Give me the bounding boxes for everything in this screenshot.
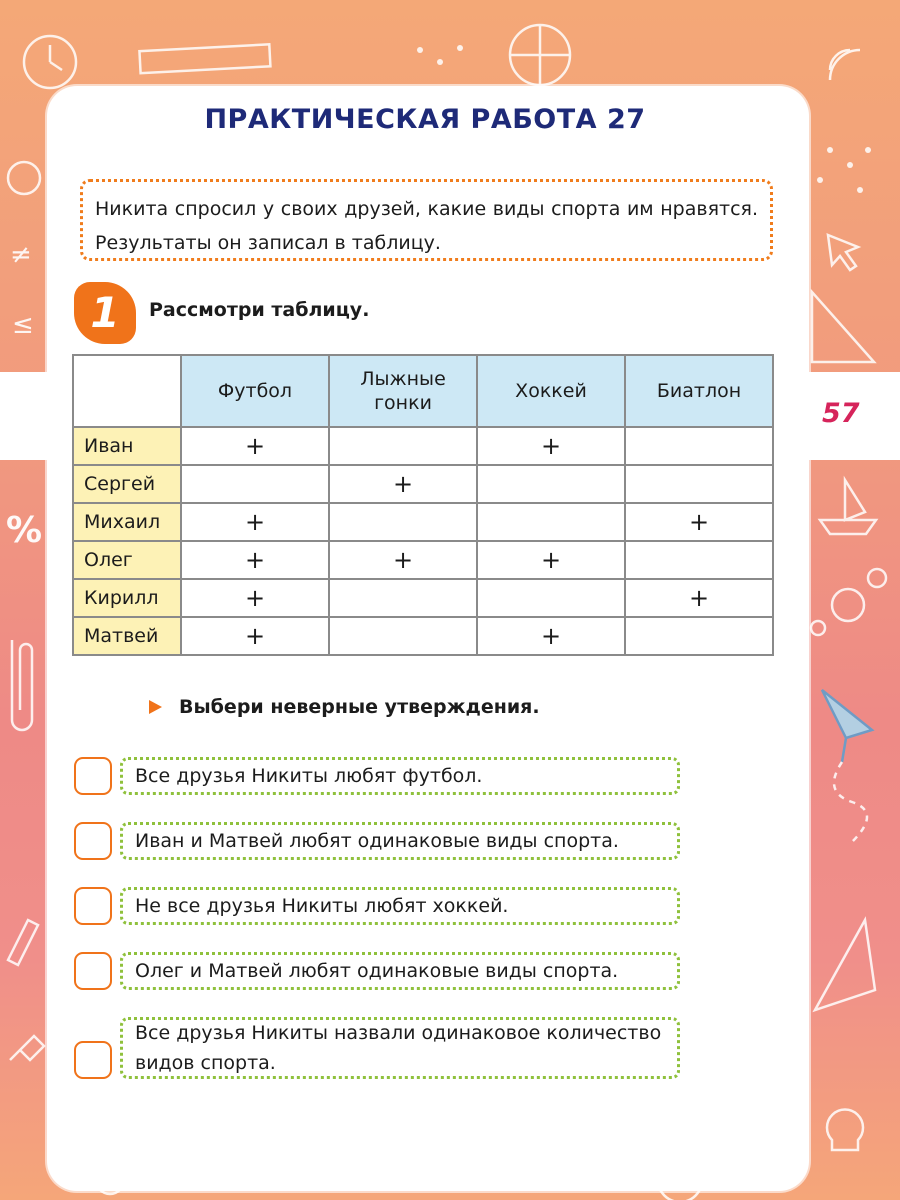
page-number: 57 — [822, 398, 860, 429]
percent-symbol: % — [6, 510, 43, 551]
table-row — [73, 579, 773, 617]
wifi-icon — [830, 50, 860, 80]
table-cell — [329, 617, 477, 655]
table-cell — [181, 465, 329, 503]
row-name: Сергей — [73, 465, 181, 503]
gear-icon — [832, 589, 864, 621]
table-cell: + — [477, 541, 625, 579]
table-corner-cell — [73, 355, 181, 427]
table-row — [73, 617, 773, 655]
triangle-bullet-icon — [149, 700, 162, 714]
option-checkbox[interactable] — [74, 822, 112, 860]
table-cell: + — [181, 427, 329, 465]
table-cell — [329, 503, 477, 541]
option-text: Олег и Матвей любят одинаковые виды спорта. — [120, 952, 680, 990]
task-number-badge: 1 — [74, 282, 136, 344]
table-cell — [625, 541, 773, 579]
question-heading — [151, 696, 540, 718]
table-cell: + — [477, 427, 625, 465]
table-row — [73, 427, 773, 465]
table-cell: + — [329, 541, 477, 579]
column-header — [329, 355, 477, 427]
row-name: Кирилл — [73, 579, 181, 617]
table-cell: + — [329, 465, 477, 503]
question-text: Выбери неверные утверждения. — [179, 696, 540, 718]
not-equal-symbol: ≠ — [10, 240, 32, 270]
table-cell: + — [181, 579, 329, 617]
option-checkbox[interactable] — [74, 887, 112, 925]
row-name: Иван — [73, 427, 181, 465]
table-cell: + — [181, 541, 329, 579]
paper-plane-icon — [822, 690, 872, 762]
less-equal-symbol: ≤ — [12, 310, 34, 340]
column-header-line: Лыжные — [360, 368, 446, 390]
table-cell — [477, 503, 625, 541]
table-cell: + — [477, 617, 625, 655]
table-cell: + — [625, 579, 773, 617]
column-header: Хоккей — [477, 355, 625, 427]
triangle-icon — [815, 920, 875, 1010]
table-row — [73, 503, 773, 541]
table-cell — [477, 465, 625, 503]
row-name: Михаил — [73, 503, 181, 541]
pencil-icon — [8, 920, 38, 965]
option-checkbox[interactable] — [74, 1041, 112, 1079]
column-header: Футбол — [181, 355, 329, 427]
table-cell — [625, 617, 773, 655]
cursor-icon — [828, 235, 858, 270]
option-text: Все друзья Никиты любят футбол. — [120, 757, 680, 795]
option-text: Все друзья Никиты назвали одинаковое количество видов спорта. — [120, 1017, 680, 1079]
sun-icon — [8, 162, 40, 194]
column-header-line: гонки — [374, 392, 432, 414]
task-title: Рассмотри таблицу. — [149, 299, 370, 321]
sports-table — [72, 354, 774, 656]
table-cell — [625, 427, 773, 465]
column-header: Биатлон — [625, 355, 773, 427]
table-cell: + — [181, 503, 329, 541]
table-cell: + — [625, 503, 773, 541]
row-name: Олег — [73, 541, 181, 579]
option-text: Не все друзья Никиты любят хоккей. — [120, 887, 680, 925]
table-row — [73, 541, 773, 579]
table-cell — [625, 465, 773, 503]
table-cell: + — [181, 617, 329, 655]
page-title: ПРАКТИЧЕСКАЯ РАБОТА 27 — [204, 104, 646, 135]
table-header-row — [73, 355, 773, 427]
intro-text: Никита спросил у своих друзей, какие виды спорта им нравятся. Результаты он записал в таблицу. — [80, 179, 773, 261]
option-text: Иван и Матвей любят одинаковые виды спорта. — [120, 822, 680, 860]
set-square-icon — [812, 292, 874, 362]
option-checkbox[interactable] — [74, 952, 112, 990]
table-cell — [477, 579, 625, 617]
option-checkbox[interactable] — [74, 757, 112, 795]
pin-icon — [10, 1036, 44, 1060]
row-name: Матвей — [73, 617, 181, 655]
boat-icon — [820, 480, 876, 534]
table-cell — [329, 427, 477, 465]
ruler-icon — [139, 44, 270, 73]
paperclip-icon — [12, 640, 32, 730]
table-row — [73, 465, 773, 503]
table-cell — [329, 579, 477, 617]
lightbulb-icon — [827, 1110, 863, 1150]
